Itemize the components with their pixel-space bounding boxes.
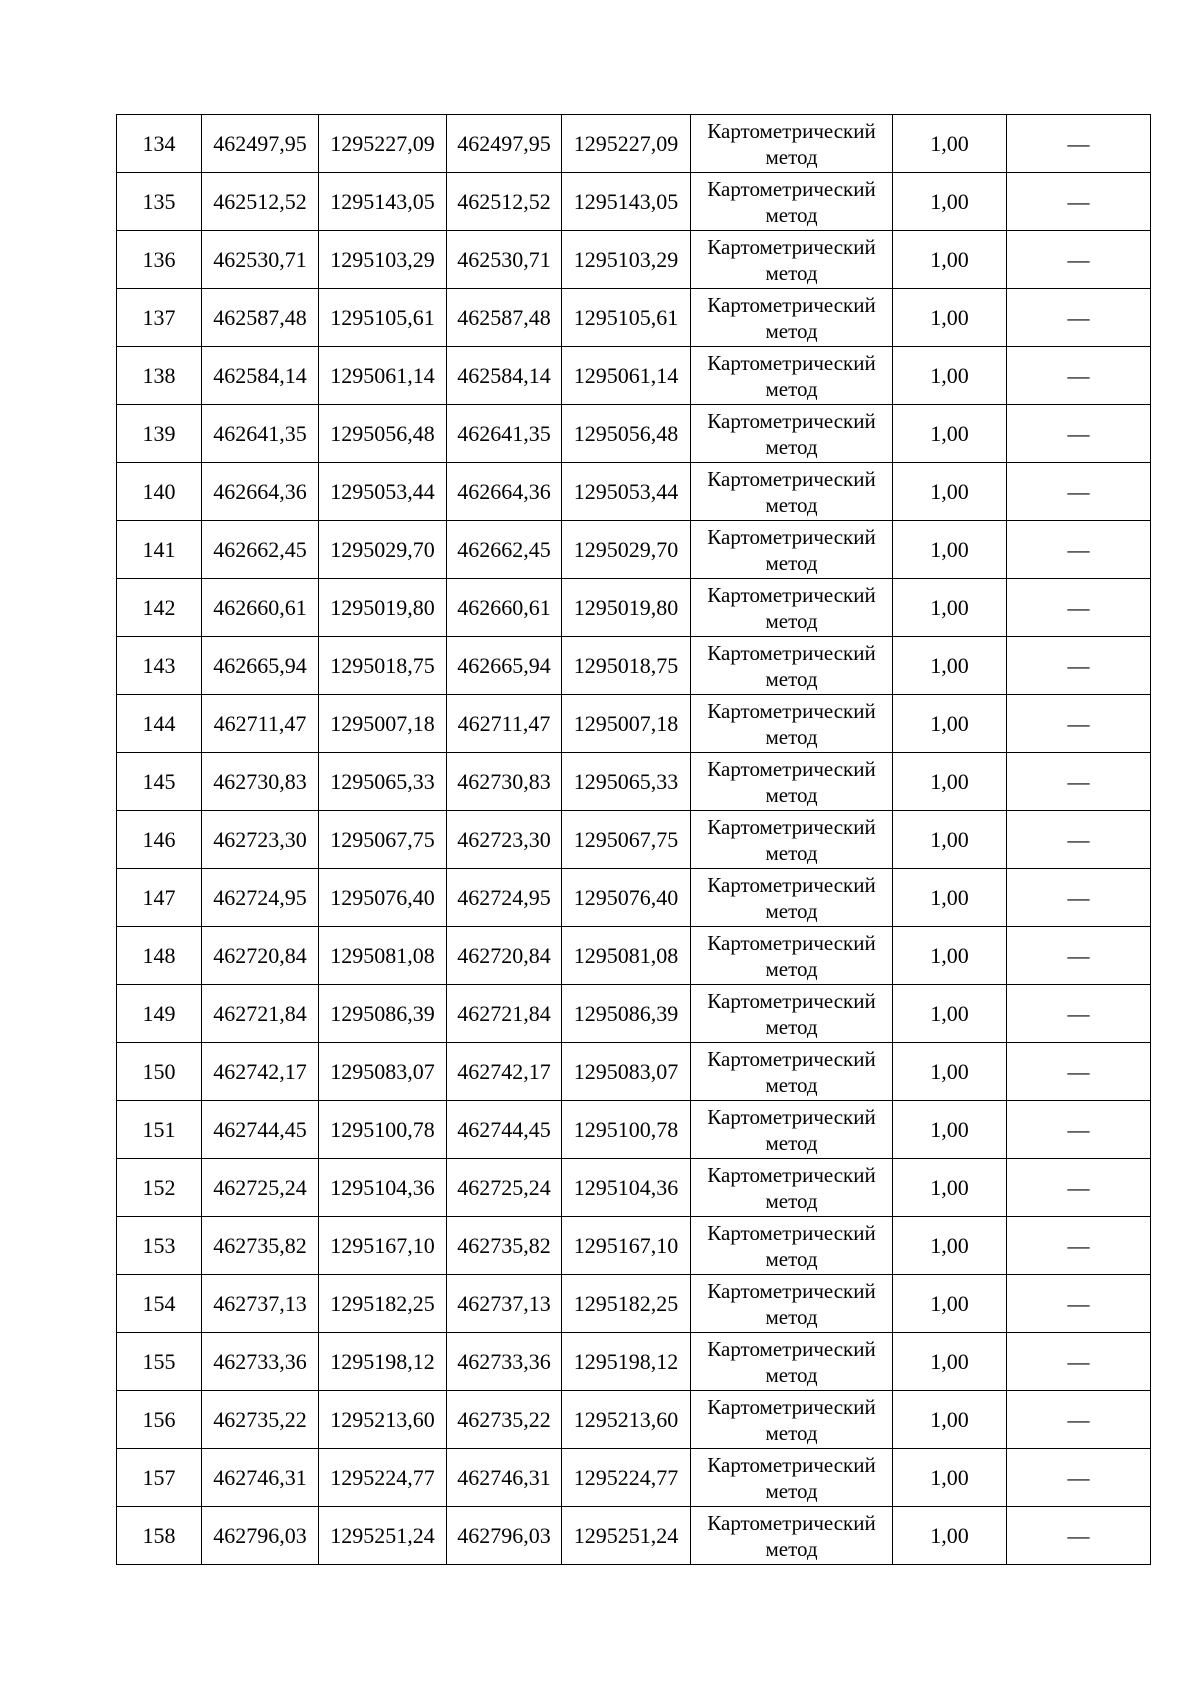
table-row bbox=[117, 289, 1151, 347]
table-row bbox=[117, 463, 1151, 521]
table-row bbox=[117, 1333, 1151, 1391]
table-row bbox=[117, 579, 1151, 637]
method-cell bbox=[691, 811, 893, 869]
existing-x-cell: 462735,82 bbox=[202, 1217, 319, 1275]
refined-x-cell: 462512,52 bbox=[447, 173, 562, 231]
point-number-cell: 151 bbox=[117, 1101, 202, 1159]
method-line-2: метод bbox=[765, 608, 818, 633]
refined-y-cell: 1295056,48 bbox=[562, 405, 691, 463]
existing-y-cell: 1295053,44 bbox=[319, 463, 447, 521]
note-cell: — bbox=[1007, 869, 1151, 927]
existing-x-cell: 462664,36 bbox=[202, 463, 319, 521]
table-row bbox=[117, 173, 1151, 231]
method-cell bbox=[691, 231, 893, 289]
accuracy-cell: 1,00 bbox=[893, 637, 1007, 695]
method-line-2: метод bbox=[765, 724, 818, 749]
refined-y-cell: 1295018,75 bbox=[562, 637, 691, 695]
method-line-1: Картометрический bbox=[707, 640, 876, 665]
method-line-1: Картометрический bbox=[707, 466, 876, 491]
refined-y-cell: 1295213,60 bbox=[562, 1391, 691, 1449]
method-line-1: Картометрический bbox=[707, 234, 876, 259]
refined-x-cell: 462584,14 bbox=[447, 347, 562, 405]
refined-x-cell: 462664,36 bbox=[447, 463, 562, 521]
method-line-1: Картометрический bbox=[707, 1510, 876, 1535]
point-number-cell: 148 bbox=[117, 927, 202, 985]
point-number-cell: 135 bbox=[117, 173, 202, 231]
point-number-cell: 152 bbox=[117, 1159, 202, 1217]
point-number-cell: 142 bbox=[117, 579, 202, 637]
method-cell bbox=[691, 637, 893, 695]
method-line-1: Картометрический bbox=[707, 408, 876, 433]
method-cell bbox=[691, 579, 893, 637]
existing-y-cell: 1295167,10 bbox=[319, 1217, 447, 1275]
method-line-1: Картометрический bbox=[707, 930, 876, 955]
method-line-2: метод bbox=[765, 550, 818, 575]
existing-x-cell: 462746,31 bbox=[202, 1449, 319, 1507]
coordinates-table bbox=[116, 114, 1151, 1565]
note-cell: — bbox=[1007, 405, 1151, 463]
point-number-cell: 136 bbox=[117, 231, 202, 289]
accuracy-cell: 1,00 bbox=[893, 1043, 1007, 1101]
table-row bbox=[117, 231, 1151, 289]
existing-y-cell: 1295019,80 bbox=[319, 579, 447, 637]
note-cell: — bbox=[1007, 637, 1151, 695]
note-cell: — bbox=[1007, 115, 1151, 173]
point-number-cell: 147 bbox=[117, 869, 202, 927]
refined-x-cell: 462746,31 bbox=[447, 1449, 562, 1507]
note-cell: — bbox=[1007, 1449, 1151, 1507]
method-cell bbox=[691, 695, 893, 753]
existing-y-cell: 1295056,48 bbox=[319, 405, 447, 463]
refined-y-cell: 1295100,78 bbox=[562, 1101, 691, 1159]
method-cell bbox=[691, 1159, 893, 1217]
refined-x-cell: 462796,03 bbox=[447, 1507, 562, 1565]
refined-x-cell: 462724,95 bbox=[447, 869, 562, 927]
refined-x-cell: 462735,22 bbox=[447, 1391, 562, 1449]
table-row bbox=[117, 927, 1151, 985]
refined-y-cell: 1295103,29 bbox=[562, 231, 691, 289]
table-row bbox=[117, 1391, 1151, 1449]
refined-y-cell: 1295104,36 bbox=[562, 1159, 691, 1217]
accuracy-cell: 1,00 bbox=[893, 347, 1007, 405]
method-line-1: Картометрический bbox=[707, 1278, 876, 1303]
method-cell bbox=[691, 463, 893, 521]
method-cell bbox=[691, 869, 893, 927]
refined-x-cell: 462735,82 bbox=[447, 1217, 562, 1275]
accuracy-cell: 1,00 bbox=[893, 927, 1007, 985]
method-line-2: метод bbox=[765, 260, 818, 285]
existing-x-cell: 462641,35 bbox=[202, 405, 319, 463]
refined-y-cell: 1295198,12 bbox=[562, 1333, 691, 1391]
existing-y-cell: 1295104,36 bbox=[319, 1159, 447, 1217]
method-line-2: метод bbox=[765, 840, 818, 865]
point-number-cell: 149 bbox=[117, 985, 202, 1043]
method-line-1: Картометрический bbox=[707, 698, 876, 723]
existing-y-cell: 1295083,07 bbox=[319, 1043, 447, 1101]
method-line-2: метод bbox=[765, 1478, 818, 1503]
refined-x-cell: 462711,47 bbox=[447, 695, 562, 753]
method-line-1: Картометрический bbox=[707, 1394, 876, 1419]
note-cell: — bbox=[1007, 695, 1151, 753]
method-cell bbox=[691, 985, 893, 1043]
existing-x-cell: 462662,45 bbox=[202, 521, 319, 579]
existing-y-cell: 1295076,40 bbox=[319, 869, 447, 927]
method-line-2: метод bbox=[765, 1304, 818, 1329]
table-row bbox=[117, 1043, 1151, 1101]
note-cell: — bbox=[1007, 1101, 1151, 1159]
refined-y-cell: 1295182,25 bbox=[562, 1275, 691, 1333]
existing-x-cell: 462665,94 bbox=[202, 637, 319, 695]
note-cell: — bbox=[1007, 1159, 1151, 1217]
point-number-cell: 144 bbox=[117, 695, 202, 753]
existing-x-cell: 462660,61 bbox=[202, 579, 319, 637]
point-number-cell: 134 bbox=[117, 115, 202, 173]
method-cell bbox=[691, 1449, 893, 1507]
point-number-cell: 138 bbox=[117, 347, 202, 405]
point-number-cell: 140 bbox=[117, 463, 202, 521]
accuracy-cell: 1,00 bbox=[893, 289, 1007, 347]
refined-x-cell: 462742,17 bbox=[447, 1043, 562, 1101]
method-line-1: Картометрический bbox=[707, 756, 876, 781]
method-line-2: метод bbox=[765, 1246, 818, 1271]
method-line-1: Картометрический bbox=[707, 1336, 876, 1361]
table-row bbox=[117, 405, 1151, 463]
point-number-cell: 143 bbox=[117, 637, 202, 695]
refined-x-cell: 462665,94 bbox=[447, 637, 562, 695]
table-row bbox=[117, 1159, 1151, 1217]
note-cell: — bbox=[1007, 521, 1151, 579]
accuracy-cell: 1,00 bbox=[893, 753, 1007, 811]
existing-x-cell: 462497,95 bbox=[202, 115, 319, 173]
table-row bbox=[117, 521, 1151, 579]
method-cell bbox=[691, 173, 893, 231]
existing-x-cell: 462711,47 bbox=[202, 695, 319, 753]
accuracy-cell: 1,00 bbox=[893, 115, 1007, 173]
table-row bbox=[117, 811, 1151, 869]
method-cell bbox=[691, 927, 893, 985]
existing-x-cell: 462512,52 bbox=[202, 173, 319, 231]
table-row bbox=[117, 1217, 1151, 1275]
method-cell bbox=[691, 1275, 893, 1333]
note-cell: — bbox=[1007, 231, 1151, 289]
existing-x-cell: 462530,71 bbox=[202, 231, 319, 289]
refined-y-cell: 1295029,70 bbox=[562, 521, 691, 579]
method-cell bbox=[691, 1101, 893, 1159]
refined-y-cell: 1295224,77 bbox=[562, 1449, 691, 1507]
existing-y-cell: 1295251,24 bbox=[319, 1507, 447, 1565]
existing-y-cell: 1295086,39 bbox=[319, 985, 447, 1043]
method-line-1: Картометрический bbox=[707, 988, 876, 1013]
table-row bbox=[117, 1275, 1151, 1333]
existing-x-cell: 462730,83 bbox=[202, 753, 319, 811]
method-cell bbox=[691, 753, 893, 811]
point-number-cell: 153 bbox=[117, 1217, 202, 1275]
refined-y-cell: 1295081,08 bbox=[562, 927, 691, 985]
method-cell bbox=[691, 405, 893, 463]
method-cell bbox=[691, 347, 893, 405]
refined-y-cell: 1295061,14 bbox=[562, 347, 691, 405]
method-line-2: метод bbox=[765, 782, 818, 807]
note-cell: — bbox=[1007, 811, 1151, 869]
note-cell: — bbox=[1007, 1333, 1151, 1391]
method-line-1: Картометрический bbox=[707, 1452, 876, 1477]
refined-x-cell: 462720,84 bbox=[447, 927, 562, 985]
refined-x-cell: 462733,36 bbox=[447, 1333, 562, 1391]
method-cell bbox=[691, 1217, 893, 1275]
method-line-1: Картометрический bbox=[707, 118, 876, 143]
accuracy-cell: 1,00 bbox=[893, 579, 1007, 637]
point-number-cell: 155 bbox=[117, 1333, 202, 1391]
method-line-2: метод bbox=[765, 318, 818, 343]
point-number-cell: 146 bbox=[117, 811, 202, 869]
method-line-1: Картометрический bbox=[707, 814, 876, 839]
refined-y-cell: 1295251,24 bbox=[562, 1507, 691, 1565]
existing-x-cell: 462721,84 bbox=[202, 985, 319, 1043]
table-body bbox=[117, 115, 1151, 1565]
refined-x-cell: 462662,45 bbox=[447, 521, 562, 579]
method-line-1: Картометрический bbox=[707, 1104, 876, 1129]
point-number-cell: 145 bbox=[117, 753, 202, 811]
method-cell bbox=[691, 521, 893, 579]
refined-x-cell: 462737,13 bbox=[447, 1275, 562, 1333]
point-number-cell: 150 bbox=[117, 1043, 202, 1101]
note-cell: — bbox=[1007, 1391, 1151, 1449]
method-cell bbox=[691, 1507, 893, 1565]
table-row bbox=[117, 753, 1151, 811]
accuracy-cell: 1,00 bbox=[893, 869, 1007, 927]
note-cell: — bbox=[1007, 1275, 1151, 1333]
existing-y-cell: 1295065,33 bbox=[319, 753, 447, 811]
refined-x-cell: 462497,95 bbox=[447, 115, 562, 173]
refined-y-cell: 1295143,05 bbox=[562, 173, 691, 231]
point-number-cell: 156 bbox=[117, 1391, 202, 1449]
method-line-2: метод bbox=[765, 434, 818, 459]
method-line-2: метод bbox=[765, 1536, 818, 1561]
accuracy-cell: 1,00 bbox=[893, 695, 1007, 753]
method-line-2: метод bbox=[765, 1014, 818, 1039]
refined-y-cell: 1295167,10 bbox=[562, 1217, 691, 1275]
accuracy-cell: 1,00 bbox=[893, 1391, 1007, 1449]
table-row bbox=[117, 869, 1151, 927]
method-line-2: метод bbox=[765, 376, 818, 401]
refined-y-cell: 1295083,07 bbox=[562, 1043, 691, 1101]
refined-y-cell: 1295065,33 bbox=[562, 753, 691, 811]
method-line-1: Картометрический bbox=[707, 524, 876, 549]
existing-y-cell: 1295143,05 bbox=[319, 173, 447, 231]
method-line-2: метод bbox=[765, 492, 818, 517]
method-line-1: Картометрический bbox=[707, 350, 876, 375]
refined-x-cell: 462660,61 bbox=[447, 579, 562, 637]
refined-y-cell: 1295053,44 bbox=[562, 463, 691, 521]
existing-y-cell: 1295018,75 bbox=[319, 637, 447, 695]
refined-y-cell: 1295086,39 bbox=[562, 985, 691, 1043]
note-cell: — bbox=[1007, 463, 1151, 521]
refined-x-cell: 462530,71 bbox=[447, 231, 562, 289]
existing-x-cell: 462742,17 bbox=[202, 1043, 319, 1101]
method-line-2: метод bbox=[765, 144, 818, 169]
existing-y-cell: 1295182,25 bbox=[319, 1275, 447, 1333]
accuracy-cell: 1,00 bbox=[893, 985, 1007, 1043]
note-cell: — bbox=[1007, 927, 1151, 985]
method-line-2: метод bbox=[765, 1420, 818, 1445]
refined-x-cell: 462721,84 bbox=[447, 985, 562, 1043]
refined-y-cell: 1295067,75 bbox=[562, 811, 691, 869]
accuracy-cell: 1,00 bbox=[893, 463, 1007, 521]
method-line-1: Картометрический bbox=[707, 1162, 876, 1187]
note-cell: — bbox=[1007, 1217, 1151, 1275]
method-line-2: метод bbox=[765, 1188, 818, 1213]
method-line-2: метод bbox=[765, 666, 818, 691]
method-line-1: Картометрический bbox=[707, 1046, 876, 1071]
existing-y-cell: 1295224,77 bbox=[319, 1449, 447, 1507]
existing-x-cell: 462720,84 bbox=[202, 927, 319, 985]
point-number-cell: 141 bbox=[117, 521, 202, 579]
method-cell bbox=[691, 1333, 893, 1391]
note-cell: — bbox=[1007, 347, 1151, 405]
accuracy-cell: 1,00 bbox=[893, 1217, 1007, 1275]
existing-x-cell: 462735,22 bbox=[202, 1391, 319, 1449]
accuracy-cell: 1,00 bbox=[893, 173, 1007, 231]
table-row bbox=[117, 1101, 1151, 1159]
accuracy-cell: 1,00 bbox=[893, 1507, 1007, 1565]
existing-y-cell: 1295198,12 bbox=[319, 1333, 447, 1391]
method-line-2: метод bbox=[765, 202, 818, 227]
method-line-2: метод bbox=[765, 1362, 818, 1387]
note-cell: — bbox=[1007, 1043, 1151, 1101]
note-cell: — bbox=[1007, 985, 1151, 1043]
accuracy-cell: 1,00 bbox=[893, 1333, 1007, 1391]
existing-y-cell: 1295029,70 bbox=[319, 521, 447, 579]
existing-x-cell: 462744,45 bbox=[202, 1101, 319, 1159]
table-row bbox=[117, 985, 1151, 1043]
existing-y-cell: 1295100,78 bbox=[319, 1101, 447, 1159]
table-row bbox=[117, 695, 1151, 753]
existing-y-cell: 1295007,18 bbox=[319, 695, 447, 753]
refined-y-cell: 1295019,80 bbox=[562, 579, 691, 637]
accuracy-cell: 1,00 bbox=[893, 1275, 1007, 1333]
existing-x-cell: 462737,13 bbox=[202, 1275, 319, 1333]
refined-x-cell: 462725,24 bbox=[447, 1159, 562, 1217]
method-cell bbox=[691, 1043, 893, 1101]
accuracy-cell: 1,00 bbox=[893, 521, 1007, 579]
refined-x-cell: 462641,35 bbox=[447, 405, 562, 463]
refined-x-cell: 462744,45 bbox=[447, 1101, 562, 1159]
existing-x-cell: 462724,95 bbox=[202, 869, 319, 927]
existing-x-cell: 462725,24 bbox=[202, 1159, 319, 1217]
existing-x-cell: 462584,14 bbox=[202, 347, 319, 405]
table-row bbox=[117, 115, 1151, 173]
method-line-2: метод bbox=[765, 1130, 818, 1155]
accuracy-cell: 1,00 bbox=[893, 811, 1007, 869]
method-line-2: метод bbox=[765, 956, 818, 981]
point-number-cell: 157 bbox=[117, 1449, 202, 1507]
method-line-1: Картометрический bbox=[707, 582, 876, 607]
existing-y-cell: 1295067,75 bbox=[319, 811, 447, 869]
method-line-2: метод bbox=[765, 898, 818, 923]
existing-y-cell: 1295081,08 bbox=[319, 927, 447, 985]
existing-x-cell: 462723,30 bbox=[202, 811, 319, 869]
accuracy-cell: 1,00 bbox=[893, 1101, 1007, 1159]
existing-x-cell: 462796,03 bbox=[202, 1507, 319, 1565]
method-line-2: метод bbox=[765, 1072, 818, 1097]
note-cell: — bbox=[1007, 753, 1151, 811]
refined-x-cell: 462587,48 bbox=[447, 289, 562, 347]
point-number-cell: 154 bbox=[117, 1275, 202, 1333]
note-cell: — bbox=[1007, 289, 1151, 347]
note-cell: — bbox=[1007, 1507, 1151, 1565]
table-row bbox=[117, 637, 1151, 695]
refined-x-cell: 462730,83 bbox=[447, 753, 562, 811]
existing-y-cell: 1295105,61 bbox=[319, 289, 447, 347]
point-number-cell: 139 bbox=[117, 405, 202, 463]
table-row bbox=[117, 1449, 1151, 1507]
accuracy-cell: 1,00 bbox=[893, 1159, 1007, 1217]
existing-y-cell: 1295061,14 bbox=[319, 347, 447, 405]
method-cell bbox=[691, 289, 893, 347]
accuracy-cell: 1,00 bbox=[893, 231, 1007, 289]
existing-x-cell: 462587,48 bbox=[202, 289, 319, 347]
existing-y-cell: 1295227,09 bbox=[319, 115, 447, 173]
note-cell: — bbox=[1007, 173, 1151, 231]
point-number-cell: 137 bbox=[117, 289, 202, 347]
accuracy-cell: 1,00 bbox=[893, 405, 1007, 463]
refined-y-cell: 1295076,40 bbox=[562, 869, 691, 927]
refined-y-cell: 1295007,18 bbox=[562, 695, 691, 753]
refined-y-cell: 1295105,61 bbox=[562, 289, 691, 347]
existing-y-cell: 1295213,60 bbox=[319, 1391, 447, 1449]
method-line-1: Картометрический bbox=[707, 872, 876, 897]
existing-x-cell: 462733,36 bbox=[202, 1333, 319, 1391]
refined-x-cell: 462723,30 bbox=[447, 811, 562, 869]
refined-y-cell: 1295227,09 bbox=[562, 115, 691, 173]
existing-y-cell: 1295103,29 bbox=[319, 231, 447, 289]
table-row bbox=[117, 347, 1151, 405]
method-line-1: Картометрический bbox=[707, 176, 876, 201]
method-line-1: Картометрический bbox=[707, 1220, 876, 1245]
point-number-cell: 158 bbox=[117, 1507, 202, 1565]
accuracy-cell: 1,00 bbox=[893, 1449, 1007, 1507]
method-cell bbox=[691, 1391, 893, 1449]
note-cell: — bbox=[1007, 579, 1151, 637]
table-row bbox=[117, 1507, 1151, 1565]
method-line-1: Картометрический bbox=[707, 292, 876, 317]
method-cell bbox=[691, 115, 893, 173]
